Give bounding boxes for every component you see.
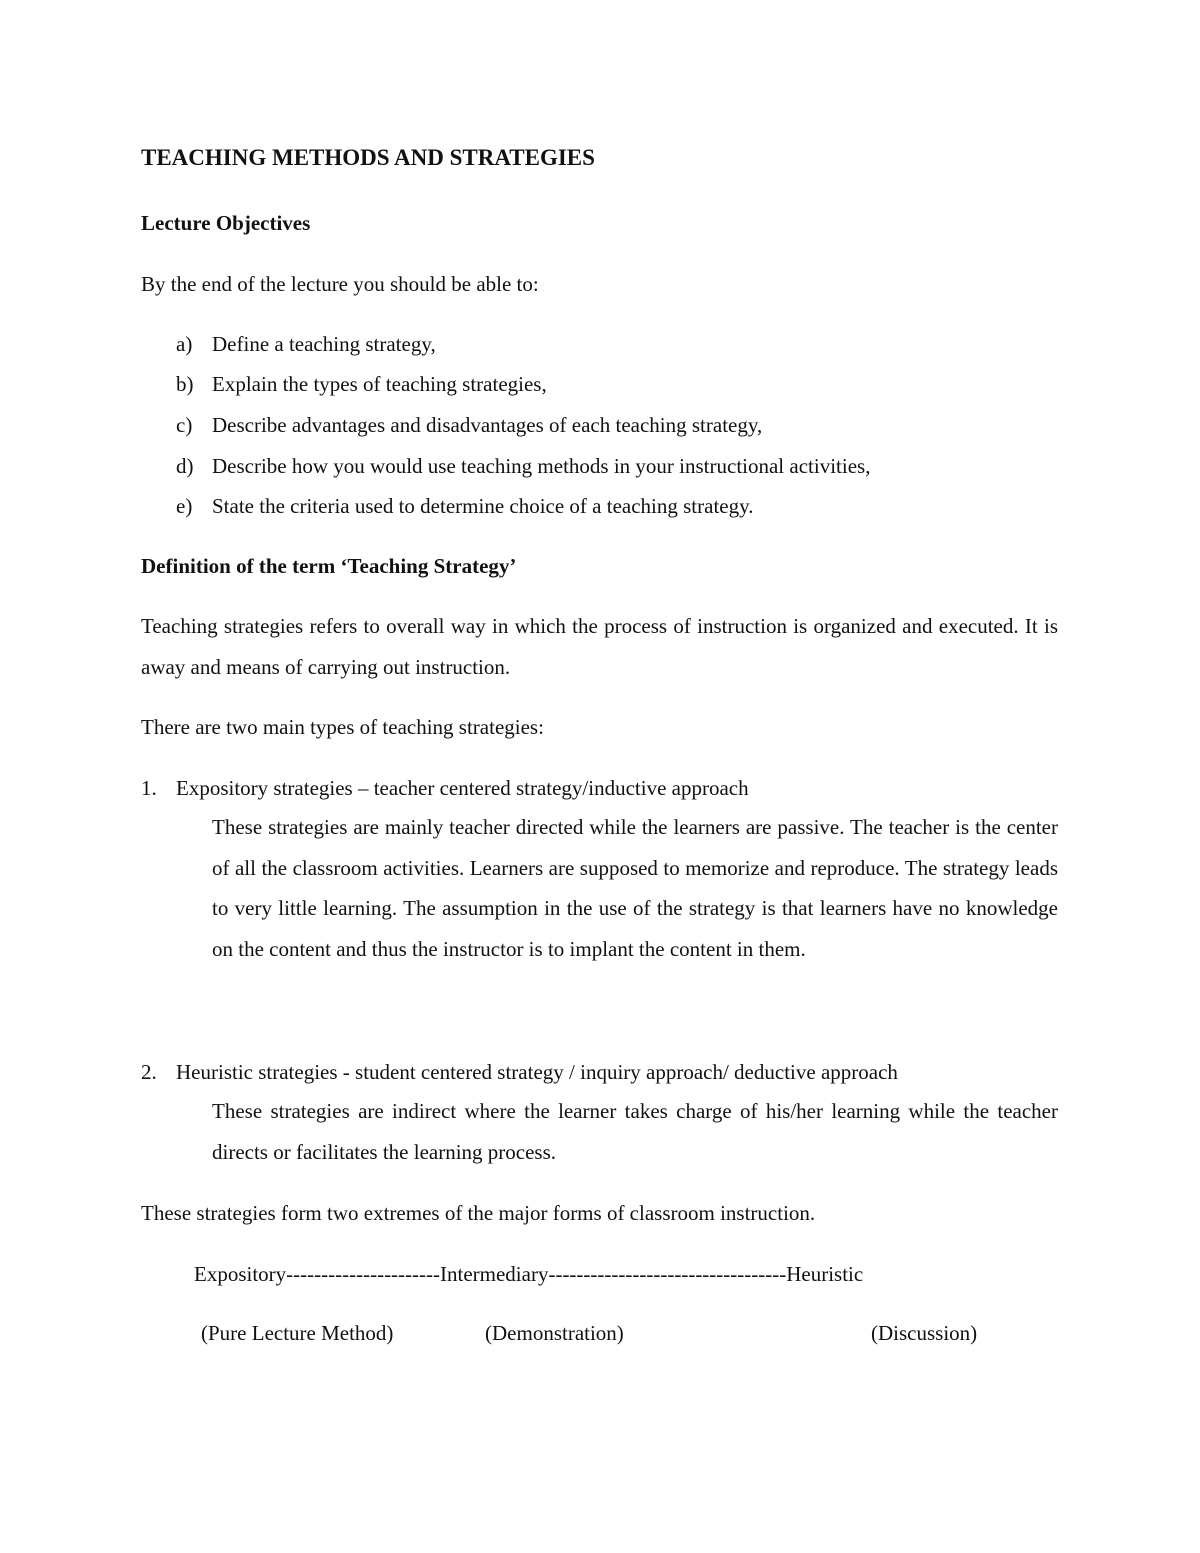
types-intro: There are two main types of teaching strategies: [141,715,544,739]
list-item: Describe how you would use teaching methods in your instructional activities, [212,454,871,478]
objectives-heading: Lecture Objectives [141,211,311,235]
list-item-label: b) [176,372,194,396]
type-description: These strategies are mainly teacher directed while the learners are passive. The teacher is the center of all the classroom activities. Learners are supposed to memorize and reproduce. The strategy leads to very little learning. The assumption in the use of the strategy is that learners have no knowledge on the content and thus the instructor is to implant the content in them. [212,815,1058,961]
type-number: 2. [141,1060,157,1084]
extremes-sentence: These strategies form two extremes of the major forms of classroom instruction. [141,1201,816,1225]
page-title: TEACHING METHODS AND STRATEGIES [141,145,595,170]
type-description: These strategies are indirect where the learner takes charge of his/her learning while the teacher directs or facilitates the learning process. [212,1099,1058,1164]
type-title: Expository strategies – teacher centered strategy/inductive approach [176,776,749,800]
list-item-label: c) [176,413,193,437]
list-item: Define a teaching strategy, [212,332,436,356]
continuum-left-label: (Pure Lecture Method) [201,1321,394,1345]
list-item: State the criteria used to determine choice of a teaching strategy. [212,494,754,518]
type-title: Heuristic strategies - student centered strategy / inquiry approach/ deductive approach [176,1060,898,1084]
list-item: Explain the types of teaching strategies, [212,372,547,396]
list-item-label: a) [176,332,193,356]
list-item-label: e) [176,494,193,518]
type-number: 1. [141,776,157,800]
continuum-line: Expository----------------------Intermediary----------------------------------Heuristic [194,1262,864,1286]
continuum-middle-label: (Demonstration) [485,1321,624,1345]
objectives-intro: By the end of the lecture you should be able to: [141,272,539,296]
list-item: Describe advantages and disadvantages of each teaching strategy, [212,413,763,437]
list-item-label: d) [176,454,194,478]
continuum-right-label: (Discussion) [871,1321,978,1345]
definition-heading: Definition of the term ‘Teaching Strategy’ [141,554,517,578]
definition-paragraph: Teaching strategies refers to overall way in which the process of instruction is organized and executed. It is away and means of carrying out instruction. [141,614,1058,679]
